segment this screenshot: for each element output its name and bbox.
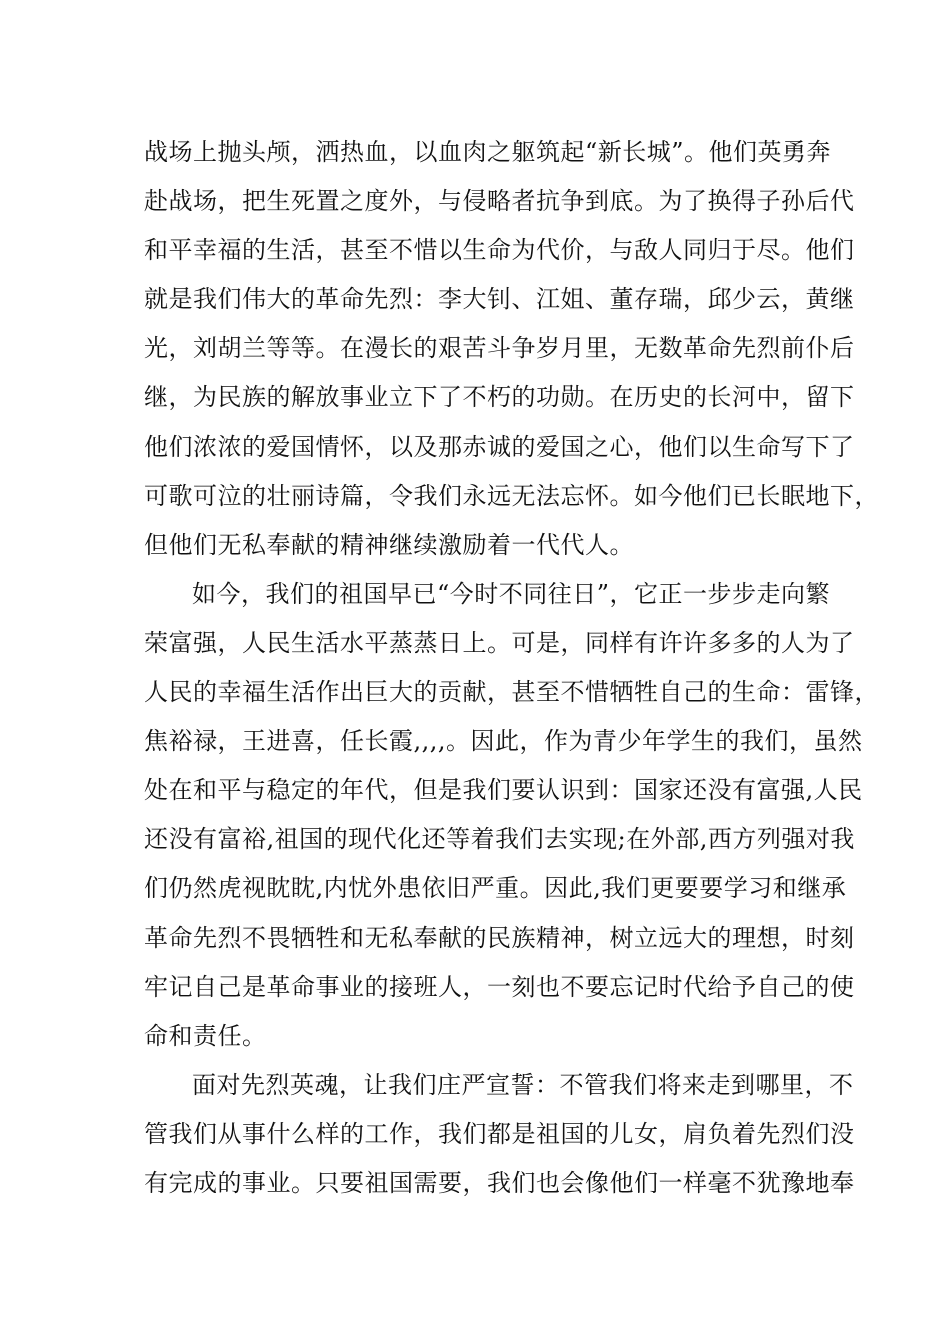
text-line: 焦裕禄，王进喜，任长霞,,,,。因此，作为青少年学生的我们，虽然 [144,727,863,756]
text-line: 牢记自己是革命事业的接班人，一刻也不要忘记时代给予自己的使 [144,972,855,1001]
text-line: 光，刘胡兰等等。在漫长的艰苦斗争岁月里，无数革命先烈前仆后 [144,334,855,363]
text-line: 和平幸福的生活，甚至不惜以生命为代价，与敌人同归于尽。他们 [144,236,855,265]
text-line: 但他们无私奉献的精神继续激励着一代代人。 [144,530,634,559]
text-line: 管我们从事什么样的工作，我们都是祖国的儿女，肩负着先烈们没 [144,1119,855,1148]
text-line: 如今，我们的祖国早已“今时不同往日”，它正一步步走向繁 [192,579,831,608]
text-line: 命和责任。 [144,1021,267,1050]
text-line: 可歌可泣的壮丽诗篇，令我们永远无法忘怀。如今他们已长眠地下， [144,481,879,510]
text-line: 就是我们伟大的革命先烈：李大钊、江姐、董存瑞，邱少云，黄继 [144,285,855,314]
text-line: 赴战场，把生死置之度外，与侵略者抗争到底。为了换得子孙后代 [144,187,855,216]
text-line: 革命先烈不畏牺牲和无私奉献的民族精神，树立远大的理想，时刻 [144,923,855,952]
text-line: 荣富强，人民生活水平蒸蒸日上。可是，同样有许许多多的人为了 [144,628,855,657]
text-line: 战场上抛头颅，洒热血，以血肉之躯筑起“新长城”。他们英勇奔 [144,138,832,166]
text-line: 处在和平与稳定的年代，但是我们要认识到：国家还没有富强,人民 [144,776,863,805]
text-line: 有完成的事业。只要祖国需要，我们也会像他们一样毫不犹豫地奉 [144,1168,855,1197]
body-text [144,128,879,1208]
text-line: 还没有富裕,祖国的现代化还等着我们去实现;在外部,西方列强对我 [144,825,855,854]
text-line: 他们浓浓的爱国情怀，以及那赤诚的爱国之心，他们以生命写下了 [144,432,855,461]
text-line: 面对先烈英魂，让我们庄严宣誓：不管我们将来走到哪里，不 [192,1070,854,1099]
text-line: 继，为民族的解放事业立下了不朽的功勋。在历史的长河中，留下 [144,383,855,412]
text-line: 人民的幸福生活作出巨大的贡献，甚至不惜牺牲自己的生命：雷锋， [144,678,879,707]
text-line: 们仍然虎视眈眈,内忧外患依旧严重。因此,我们更要要学习和继承 [144,874,847,903]
